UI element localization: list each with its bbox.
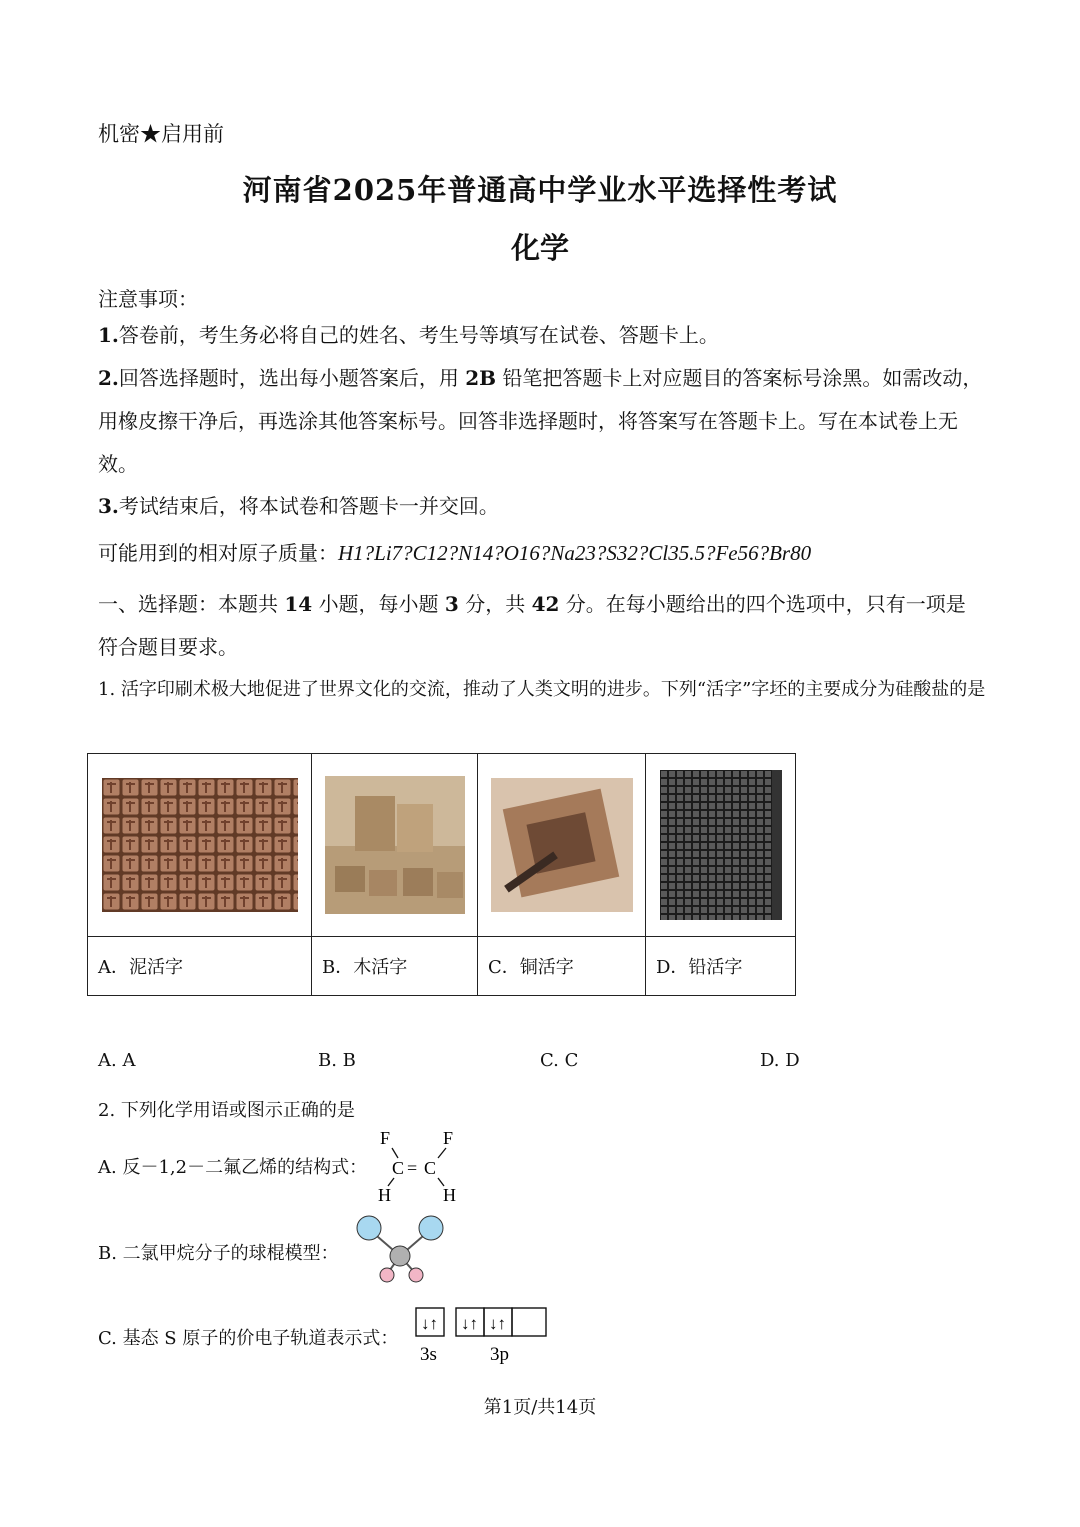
type-image-table <box>87 753 796 996</box>
c-atom-right: C <box>424 1158 437 1178</box>
orbital-box-3p-3 <box>512 1308 546 1336</box>
q1-option-c: C. C <box>540 1050 579 1071</box>
table-label-b: B．木活字 <box>312 937 478 996</box>
h-atom-right: H <box>443 1185 456 1205</box>
notice-item-3: 3.考试结束后，将本试卷和答题卡一并交回。 <box>98 494 499 518</box>
q1-option-a: A. A <box>98 1050 136 1071</box>
notice-item-2: 2.回答选择题时，选出每小题答案后，用 2B 铅笔把答题卡上对应题目的答案标号涂黑。如需改动，用橡皮擦干净后，再选涂其他答案标号。回答非选择题时，将答案写在答题卡上。写在本试卷上无效。 <box>98 366 983 476</box>
f-atom-left: F <box>380 1128 391 1148</box>
dichloromethane-ball-stick-model <box>350 1210 450 1290</box>
q2-option-a: A. 反－1,2－二氟乙烯的结构式： <box>98 1157 368 1178</box>
lead-type-image <box>660 770 782 920</box>
c-atom-left: C <box>392 1158 405 1178</box>
orbital-3p2-electrons: ↓↑ <box>489 1314 506 1333</box>
q2-option-b: B. 二氯甲烷分子的球棍模型： <box>98 1243 339 1264</box>
orbital-3s-electrons: ↓↑ <box>421 1314 438 1333</box>
table-label-a: A．泥活字 <box>88 937 312 996</box>
copper-type-image <box>491 778 633 912</box>
cl-ball-right <box>419 1216 443 1240</box>
cl-ball-left <box>357 1216 381 1240</box>
wood-type-image <box>325 776 465 914</box>
section-heading: 一、选择题：本题共 14 小题，每小题 3 分，共 42 分。在每小题给出的四个选项中，只有一项是符合题目要求。 <box>98 592 966 659</box>
atomic-masses: 可能用到的相对原子质量：H1?Li7?C12?N14?O16?Na23?S32?Cl35.5?Fe56?Br80 <box>98 541 812 565</box>
table-label-c: C．铜活字 <box>478 937 646 996</box>
exam-title: 河南省2025年普通高中学业水平选择性考试 <box>242 173 838 207</box>
h-atom-left: H <box>378 1185 391 1205</box>
page-footer: 第1页/共14页 <box>483 1397 597 1418</box>
lead-type-cell <box>646 754 796 937</box>
label-3s: 3s <box>420 1344 437 1365</box>
confidential-mark: 机密★启用前 <box>98 122 224 146</box>
question-1-stem: 1. 活字印刷术极大地促进了世界文化的交流，推动了人类文明的进步。下列“活字”字坯的主要成分为硅酸盐的是 <box>98 679 986 700</box>
question-2-stem: 2. 下列化学用语或图示正确的是 <box>98 1100 355 1121</box>
notice-heading: 注意事项： <box>98 287 198 311</box>
sulfur-orbital-diagram <box>412 1306 552 1366</box>
difluoroethene-structure <box>370 1124 470 1208</box>
f-atom-right: F <box>443 1128 454 1148</box>
h-ball-right <box>409 1268 423 1282</box>
subject-title: 化学 <box>510 231 569 265</box>
orbital-3p1-electrons: ↓↑ <box>461 1314 478 1333</box>
clay-type-cell <box>88 754 312 937</box>
table-label-d: D．铅活字 <box>646 937 796 996</box>
h-ball-left <box>380 1268 394 1282</box>
notice-item-1: 1.答卷前，考生务必将自己的姓名、考生号等填写在试卷、答题卡上。 <box>98 323 719 347</box>
clay-type-image <box>102 778 298 912</box>
c-ball <box>390 1246 410 1266</box>
q1-option-b: B. B <box>318 1050 356 1071</box>
label-3p: 3p <box>490 1344 509 1365</box>
q2-option-c: C. 基态 S 原子的价电子轨道表示式： <box>98 1328 399 1349</box>
double-bond: = <box>407 1158 418 1178</box>
copper-type-cell <box>478 754 646 937</box>
wood-type-cell <box>312 754 478 937</box>
q1-option-d: D. D <box>760 1050 800 1071</box>
